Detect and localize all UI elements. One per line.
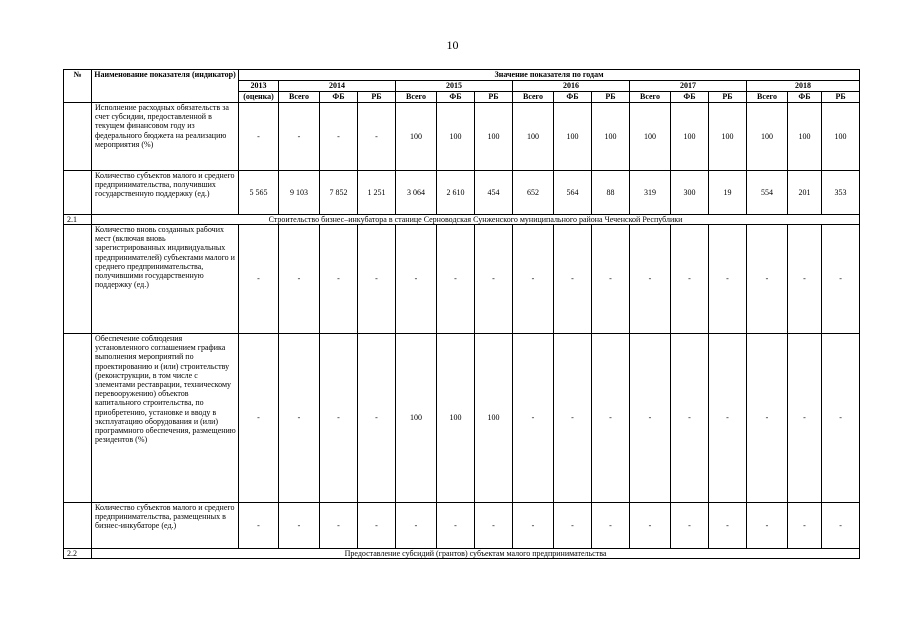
value-cell: 7 852 [320, 171, 358, 215]
value-cell: - [358, 334, 396, 503]
table-row [64, 225, 860, 334]
value-cell: 454 [475, 171, 513, 215]
header-rb: РБ [709, 92, 747, 103]
value-cell: - [239, 103, 279, 171]
value-cell: - [320, 503, 358, 549]
value-cell: 300 [671, 171, 709, 215]
value-cell: - [513, 334, 554, 503]
table-row [64, 171, 860, 215]
value-cell: - [671, 225, 709, 334]
value-cell: 3 064 [396, 171, 437, 215]
value-cell: 100 [822, 103, 860, 171]
value-cell: 100 [709, 103, 747, 171]
value-cell: 1 251 [358, 171, 396, 215]
value-cell: - [630, 225, 671, 334]
value-cell: - [475, 225, 513, 334]
header-total: Всего [513, 92, 554, 103]
value-cell: - [709, 503, 747, 549]
value-cell: 100 [554, 103, 592, 171]
value-cell: - [358, 225, 396, 334]
value-cell: - [554, 225, 592, 334]
header-year-2018: 2018 [747, 81, 860, 92]
value-cell: - [396, 503, 437, 549]
header-values-by-year: Значение показателя по годам [239, 70, 860, 81]
value-cell: - [279, 225, 320, 334]
value-cell: 88 [592, 171, 630, 215]
header-rb: РБ [592, 92, 630, 103]
value-cell: 564 [554, 171, 592, 215]
header-fb: ФБ [788, 92, 822, 103]
value-cell: - [320, 334, 358, 503]
table-row [64, 103, 860, 171]
value-cell: - [437, 503, 475, 549]
indicator-name: Количество субъектов малого и среднего предпринимательства, размещенных в бизнес-инкубаторе (ед.) [92, 503, 239, 549]
value-cell: - [747, 334, 788, 503]
value-cell: 319 [630, 171, 671, 215]
value-cell: 100 [437, 103, 475, 171]
value-cell: 652 [513, 171, 554, 215]
header-year-2017: 2017 [630, 81, 747, 92]
value-cell: - [279, 103, 320, 171]
header-total: Всего [630, 92, 671, 103]
page-number: 10 [446, 38, 459, 52]
header-fb: ФБ [671, 92, 709, 103]
value-cell: - [554, 334, 592, 503]
value-cell: 100 [630, 103, 671, 171]
value-cell: - [788, 225, 822, 334]
value-cell: - [320, 225, 358, 334]
value-cell: - [592, 225, 630, 334]
value-cell: - [513, 225, 554, 334]
header-rb: РБ [475, 92, 513, 103]
value-cell: - [671, 503, 709, 549]
value-cell: - [822, 225, 860, 334]
section-number: 2.2 [64, 549, 92, 559]
header-fb: ФБ [554, 92, 592, 103]
value-cell: 100 [475, 334, 513, 503]
header-total: Всего [747, 92, 788, 103]
value-cell: - [358, 103, 396, 171]
value-cell: - [709, 334, 747, 503]
value-cell: - [671, 334, 709, 503]
value-cell: 100 [788, 103, 822, 171]
row-number [64, 171, 92, 215]
indicator-name: Количество субъектов малого и среднего предпринимательства, получивших государственную поддержку (ед.) [92, 171, 239, 215]
value-cell: 19 [709, 171, 747, 215]
value-cell: 201 [788, 171, 822, 215]
value-cell: 2 610 [437, 171, 475, 215]
value-cell: - [475, 503, 513, 549]
value-cell: - [747, 225, 788, 334]
value-cell: 100 [592, 103, 630, 171]
header-indicator: Наименование показателя (индикатор) [92, 70, 239, 103]
value-cell: 554 [747, 171, 788, 215]
header-year-2014: 2014 [279, 81, 396, 92]
indicator-name: Обеспечение соблюдения установленного соглашением графика выполнения мероприятий по проектированию и (или) строительству (реконструкции, в том числе с элементами реставрации, техническому перевооружению) объектов капитального строительства, по приобретению, установке и вводу в эксплуатацию оборудования и (или) программного обеспечения, размещению резидентов (%) [92, 334, 239, 503]
value-cell: 100 [396, 103, 437, 171]
value-cell: 100 [475, 103, 513, 171]
header-fb: ФБ [437, 92, 475, 103]
value-cell: 5 565 [239, 171, 279, 215]
section-row [64, 549, 860, 559]
indicators-table [63, 69, 860, 559]
header-total: Всего [279, 92, 320, 103]
value-cell: - [747, 503, 788, 549]
header-estimate: (оценка) [239, 92, 279, 103]
header-year-2013: 2013 [239, 81, 279, 92]
value-cell: - [709, 225, 747, 334]
header-total: Всего [396, 92, 437, 103]
table-body [64, 103, 860, 559]
row-number [64, 225, 92, 334]
value-cell: - [592, 334, 630, 503]
section-title: Предоставление субсидий (грантов) субъектам малого предпринимательства [92, 549, 860, 559]
header-rb: РБ [822, 92, 860, 103]
value-cell: 100 [513, 103, 554, 171]
row-number [64, 503, 92, 549]
indicator-name: Исполнение расходных обязательств за счет субсидии, предоставленной в текущем финансовом году из федерального бюджета на реализацию мероприятия (%) [92, 103, 239, 171]
section-title: Строительство бизнес–инкубатора в станице Серноводская Сунженского муниципального района Чеченской Республики [92, 215, 860, 225]
section-number: 2.1 [64, 215, 92, 225]
header-year-2015: 2015 [396, 81, 513, 92]
value-cell: - [788, 334, 822, 503]
value-cell: - [239, 225, 279, 334]
value-cell: 100 [747, 103, 788, 171]
header-rb: РБ [358, 92, 396, 103]
value-cell: - [554, 503, 592, 549]
value-cell: - [630, 334, 671, 503]
header-no: № [64, 70, 92, 103]
value-cell: - [630, 503, 671, 549]
table-row [64, 503, 860, 549]
value-cell: 9 103 [279, 171, 320, 215]
row-number [64, 334, 92, 503]
value-cell: - [358, 503, 396, 549]
value-cell: 100 [437, 334, 475, 503]
value-cell: - [822, 334, 860, 503]
value-cell: - [822, 503, 860, 549]
value-cell: - [437, 225, 475, 334]
value-cell: - [513, 503, 554, 549]
table-row [64, 334, 860, 503]
header-year-2016: 2016 [513, 81, 630, 92]
indicator-name: Количество вновь созданных рабочих мест (включая вновь зарегистрированных индивидуальных предпринимателей) субъектами малого и среднего предпринимательства, получившими государственную поддержку (ед.) [92, 225, 239, 334]
value-cell: 353 [822, 171, 860, 215]
value-cell: - [396, 225, 437, 334]
value-cell: - [279, 334, 320, 503]
value-cell: - [320, 103, 358, 171]
row-number [64, 103, 92, 171]
value-cell: 100 [671, 103, 709, 171]
value-cell: 100 [396, 334, 437, 503]
value-cell: - [239, 334, 279, 503]
value-cell: - [279, 503, 320, 549]
header-fb: ФБ [320, 92, 358, 103]
value-cell: - [592, 503, 630, 549]
value-cell: - [239, 503, 279, 549]
value-cell: - [788, 503, 822, 549]
section-row [64, 215, 860, 225]
